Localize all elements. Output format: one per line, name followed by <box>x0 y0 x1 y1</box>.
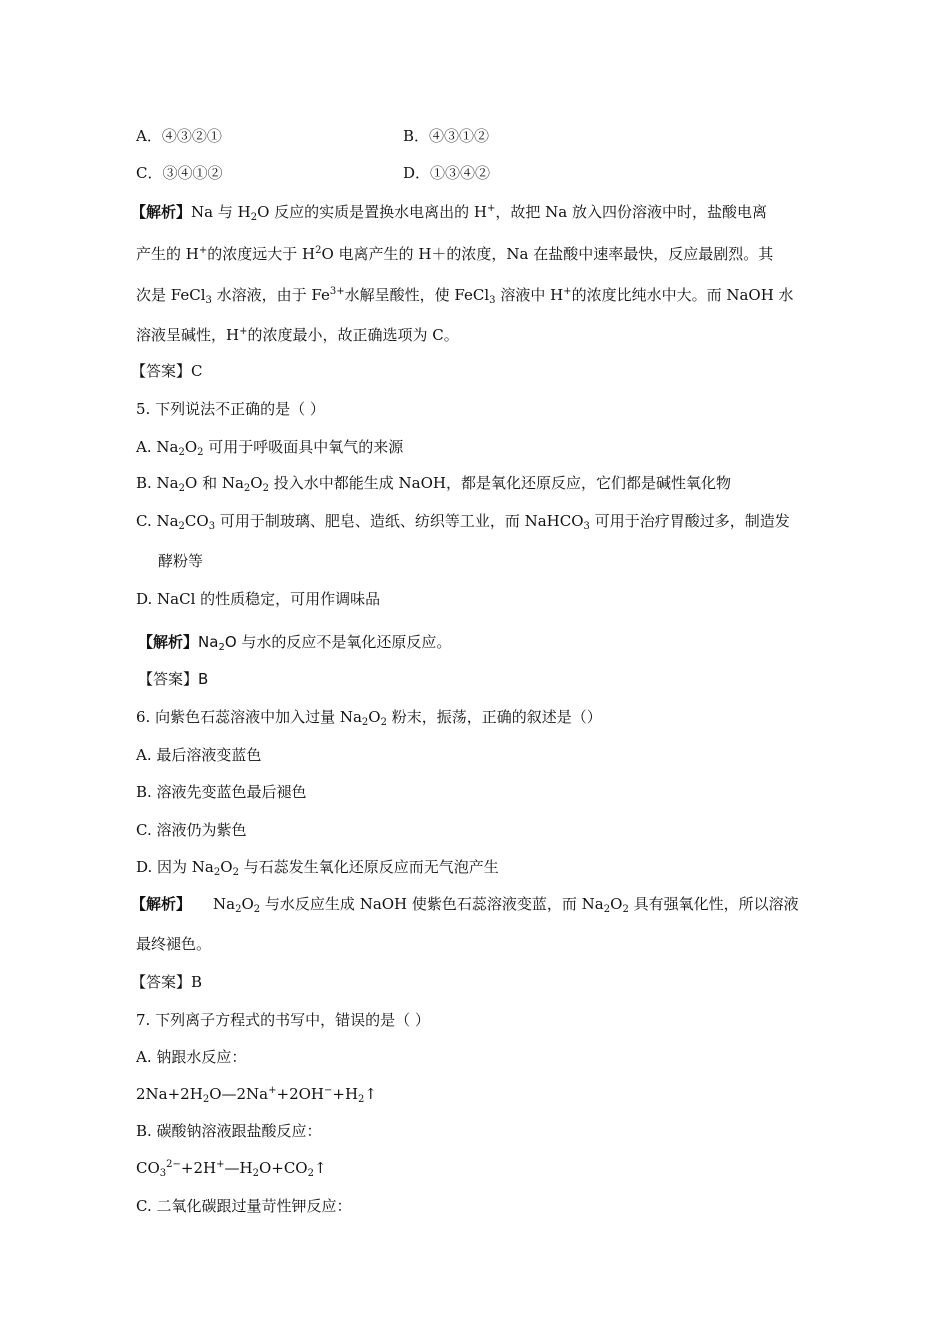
q4-analysis-line-3 <box>136 285 794 305</box>
superscript: + <box>198 245 208 256</box>
text: D. 因为 Na <box>136 858 214 876</box>
q7-option-b: B. 碳酸钠溶液跟盐酸反应： <box>136 1122 322 1140</box>
text: 的浓度比纯水中大。而 NaOH 水 <box>571 286 794 304</box>
q7-option-c: C. 二氧化碳跟过量苛性钾反应： <box>136 1197 352 1215</box>
text: O—2Na <box>209 1085 269 1103</box>
subscript: 2 <box>307 1168 314 1179</box>
q5-option-d: D. NaCl 的性质稳定，可用作调味品 <box>136 590 381 608</box>
subscript: 2 <box>380 717 387 728</box>
text: Na 与 H <box>191 203 251 221</box>
analysis-label: 【解析】 <box>131 895 192 913</box>
text: O <box>250 474 263 492</box>
text: A. Na <box>136 438 179 456</box>
subscript: 2 <box>622 904 629 915</box>
q7-equation-b <box>136 1158 327 1178</box>
q4-option-b: B．④③①② <box>403 127 490 145</box>
text: 溶液呈碱性，H <box>136 326 240 344</box>
text: 粉末，振荡，正确的叙述是（） <box>386 708 602 726</box>
subscript: 3 <box>205 295 212 306</box>
superscript: 3+ <box>329 286 345 297</box>
subscript: 2 <box>213 867 221 878</box>
superscript: 2− <box>166 1159 181 1170</box>
subscript: 2 <box>178 521 185 532</box>
subscript: 2 <box>262 483 269 494</box>
text: ↑ <box>364 1085 377 1103</box>
q5-option-c <box>136 511 790 531</box>
superscript: + <box>268 1085 277 1096</box>
superscript: 2 <box>315 245 322 256</box>
text: ，故把 Na 放入四份溶液中时，盐酸电离 <box>495 203 767 221</box>
text: C. Na <box>136 512 179 530</box>
subscript: 2 <box>603 904 611 915</box>
q7-equation-a <box>136 1084 377 1104</box>
subscript: 2 <box>358 1094 365 1105</box>
subscript: 3 <box>159 1168 167 1179</box>
q6-analysis-line-1 <box>131 894 799 914</box>
text: 具有强氧化性，所以溶液 <box>628 895 799 913</box>
q6-option-c: C. 溶液仍为紫色 <box>136 821 247 839</box>
text: O 反应的实质是置换水电离出的 H <box>257 203 487 221</box>
q5-option-a <box>136 437 403 457</box>
text: 水溶液，由于 Fe <box>211 286 330 304</box>
text: O <box>184 438 198 456</box>
q6-option-a: A. 最后溶液变蓝色 <box>136 746 262 764</box>
text: O <box>368 708 381 726</box>
text: CO <box>184 512 209 530</box>
text: B. Na <box>136 474 179 492</box>
text: Na <box>198 633 219 651</box>
text: 与石蕊发生氧化还原反应而无气泡产生 <box>238 858 499 876</box>
superscript: − <box>324 1085 333 1096</box>
q6-stem <box>136 707 602 727</box>
q5-stem: 5. 下列说法不正确的是（ ） <box>136 400 325 418</box>
subscript: 2 <box>202 1094 210 1105</box>
text: +2OH <box>276 1085 324 1103</box>
q6-option-d <box>136 857 499 877</box>
text: —H <box>224 1159 253 1177</box>
text: O <box>220 858 233 876</box>
q4-option-d: D．①③④② <box>403 164 491 182</box>
subscript: 2 <box>178 483 186 494</box>
q5-analysis <box>138 632 451 652</box>
subscript: 2 <box>250 212 258 223</box>
subscript: 3 <box>583 521 590 532</box>
text: O 电离产生的 H＋的浓度，Na 在盐酸中速率最快，反应最剧烈。其 <box>321 245 774 263</box>
superscript: + <box>487 203 496 214</box>
text: ↑ <box>313 1159 327 1177</box>
text: 的浓度最小，故正确选项为 C。 <box>247 326 459 344</box>
q4-analysis-line-4 <box>136 325 459 345</box>
q7-option-a: A. 钠跟水反应： <box>136 1048 247 1066</box>
subscript: 3 <box>489 295 496 306</box>
subscript: 2 <box>232 867 239 878</box>
subscript: 3 <box>208 521 216 532</box>
q5-answer: 【答案】B <box>138 670 209 688</box>
text: O+CO <box>258 1159 308 1177</box>
text: 产生的 H <box>136 245 199 263</box>
text: 次是 FeCl <box>136 286 206 304</box>
subscript: 2 <box>361 717 369 728</box>
superscript: + <box>563 286 572 297</box>
superscript: + <box>239 326 248 337</box>
text: O <box>241 895 254 913</box>
text: 与水反应生成 NaOH 使紫色石蕊溶液变蓝，而 Na <box>260 895 604 913</box>
text: O 与水的反应不是氧化还原反应。 <box>224 633 452 651</box>
q4-option-a: A．④③②① <box>136 127 222 145</box>
text: 的浓度远大于 H <box>207 245 316 263</box>
text: 可用于呼吸面具中氧气的来源 <box>203 438 404 456</box>
q4-analysis-line-2 <box>136 244 773 264</box>
text: 2Na+2H <box>136 1085 203 1103</box>
superscript: + <box>216 1159 225 1170</box>
text: CO <box>136 1159 160 1177</box>
subscript: 2 <box>252 1168 259 1179</box>
q6-analysis-line-2: 最终褪色。 <box>136 935 212 953</box>
subscript: 2 <box>235 904 242 915</box>
q4-option-c: C．③④①② <box>136 164 223 182</box>
subscript: 2 <box>197 447 204 458</box>
subscript: 2 <box>243 483 251 494</box>
text: O <box>610 895 623 913</box>
text: 6. 向紫色石蕊溶液中加入过量 Na <box>136 708 362 726</box>
text: 水解呈酸性，使 FeCl <box>344 286 490 304</box>
subscript: 2 <box>178 447 185 458</box>
q5-option-c-continued: 酵粉等 <box>158 552 204 570</box>
q5-option-b <box>136 473 731 493</box>
subscript: 2 <box>253 904 261 915</box>
text: 可用于治疗胃酸过多，制造发 <box>589 512 790 530</box>
text: 可用于制玻璃、肥皂、造纸、纺织等工业，而 NaHCO <box>215 512 584 530</box>
q4-analysis-line-1 <box>131 202 767 222</box>
q4-answer: 【答案】C <box>131 362 203 380</box>
text: +2H <box>180 1159 217 1177</box>
analysis-label: 【解析】 <box>138 633 199 651</box>
analysis-label: 【解析】 <box>131 203 192 221</box>
text: 投入水中都能生成 NaOH，都是氧化还原反应，它们都是碱性氧化物 <box>268 474 731 492</box>
subscript: 2 <box>218 642 225 653</box>
text: +H <box>332 1085 359 1103</box>
q7-stem: 7. 下列离子方程式的书写中，错误的是（ ） <box>136 1011 430 1029</box>
q6-answer: 【答案】B <box>131 973 203 991</box>
text: 溶液中 H <box>495 286 564 304</box>
q6-option-b: B. 溶液先变蓝色最后褪色 <box>136 783 307 801</box>
text: O 和 Na <box>185 474 244 492</box>
text: Na <box>213 895 236 913</box>
